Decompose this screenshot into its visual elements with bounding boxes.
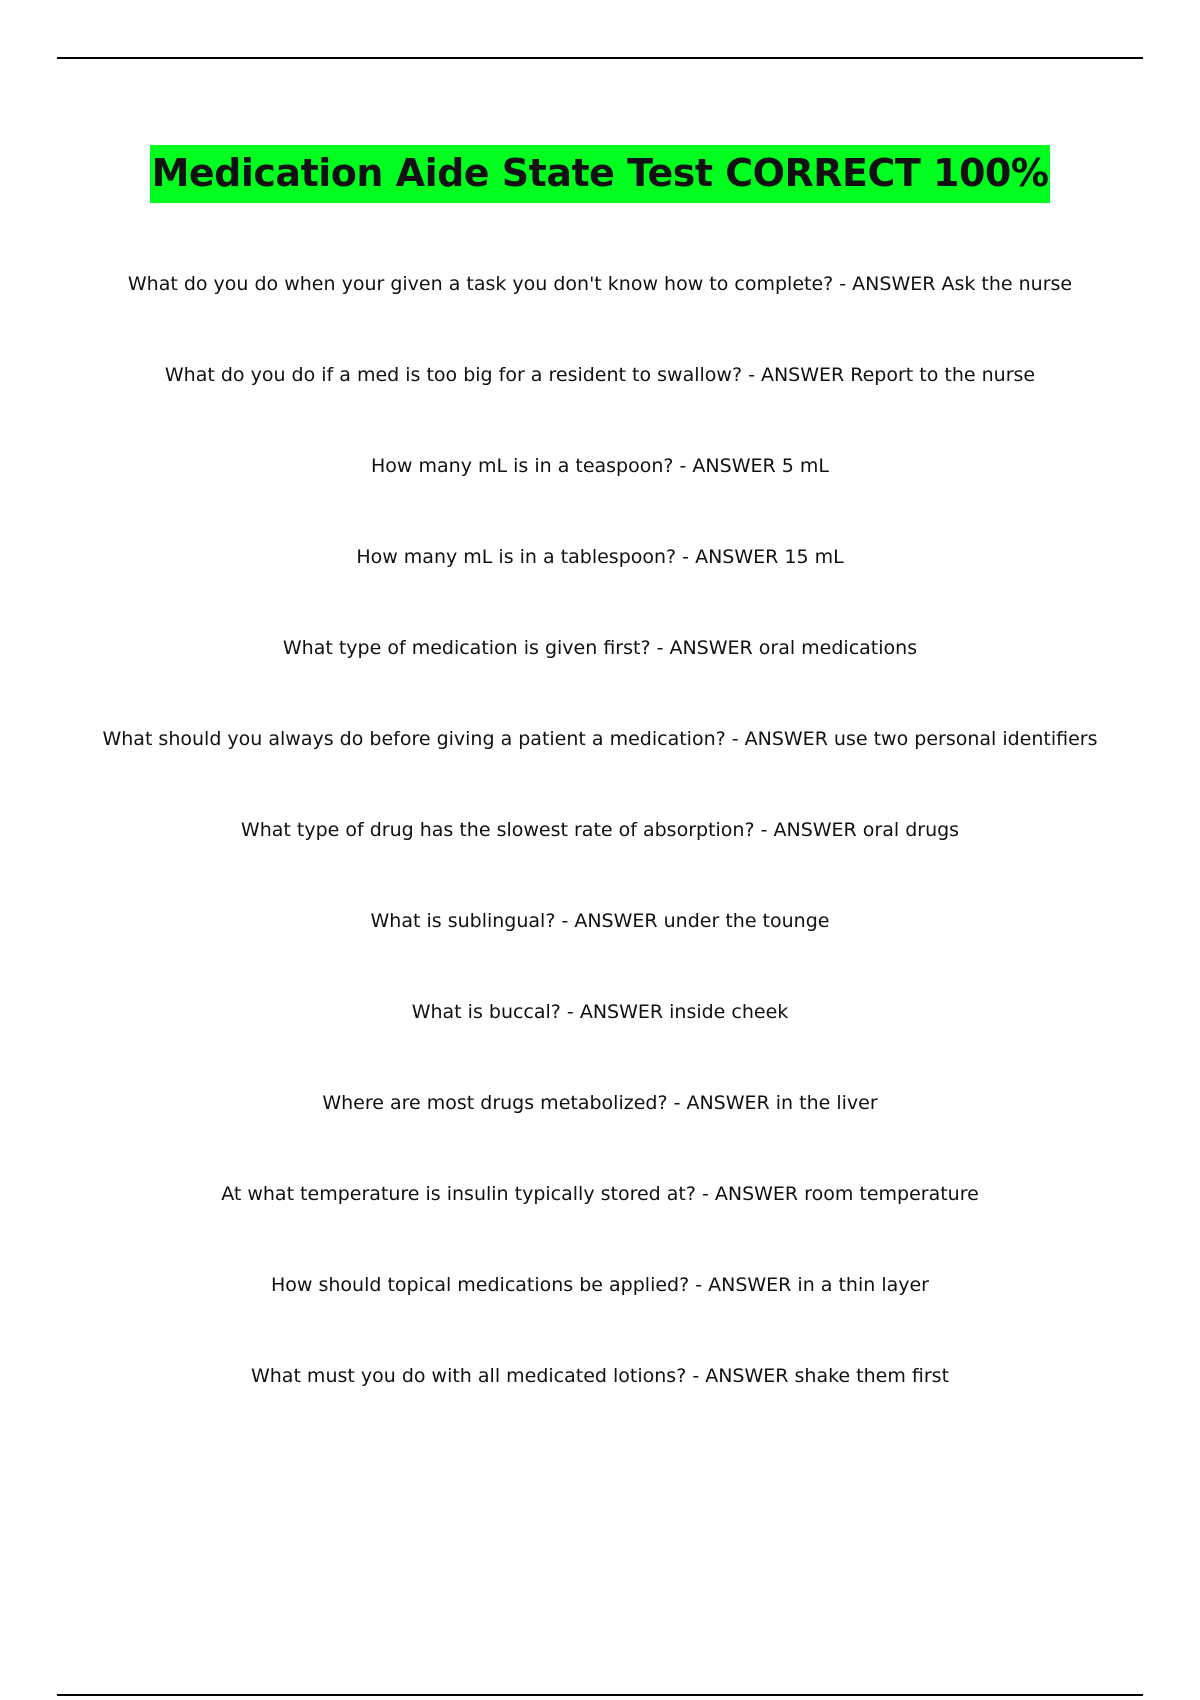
top-divider: [57, 57, 1143, 59]
qa-item-9: What is buccal? - ANSWER inside cheek: [411, 1001, 789, 1023]
qa-item-4: How many mL is in a tablespoon? - ANSWER 15 mL: [356, 546, 844, 568]
qa-item-6: What should you always do before giving a patient a medication? - ANSWER use two personal identifiers: [102, 728, 1098, 750]
qa-item-3: How many mL is in a teaspoon? - ANSWER 5 mL: [371, 455, 829, 477]
qa-item-7: What type of drug has the slowest rate of absorption? - ANSWER oral drugs: [240, 819, 960, 841]
qa-item-1: What do you do when your given a task you don't know how to complete? - ANSWER Ask the nurse: [127, 273, 1073, 295]
qa-item-8: What is sublingual? - ANSWER under the tounge: [370, 910, 830, 932]
bottom-divider: [57, 1694, 1143, 1696]
document-title: Medication Aide State Test CORRECT 100%: [150, 145, 1051, 203]
qa-item-11: At what temperature is insulin typically stored at? - ANSWER room temperature: [221, 1183, 979, 1205]
qa-item-12: How should topical medications be applied? - ANSWER in a thin layer: [270, 1274, 929, 1296]
qa-item-13: What must you do with all medicated lotions? - ANSWER shake them first: [250, 1365, 950, 1387]
qa-list: [0, 266, 1200, 1449]
qa-item-10: Where are most drugs metabolized? - ANSWER in the liver: [322, 1092, 878, 1114]
qa-item-2: What do you do if a med is too big for a resident to swallow? - ANSWER Report to the nurse: [164, 364, 1036, 386]
qa-item-5: What type of medication is given first? - ANSWER oral medications: [282, 637, 918, 659]
title-container: [0, 145, 1200, 203]
